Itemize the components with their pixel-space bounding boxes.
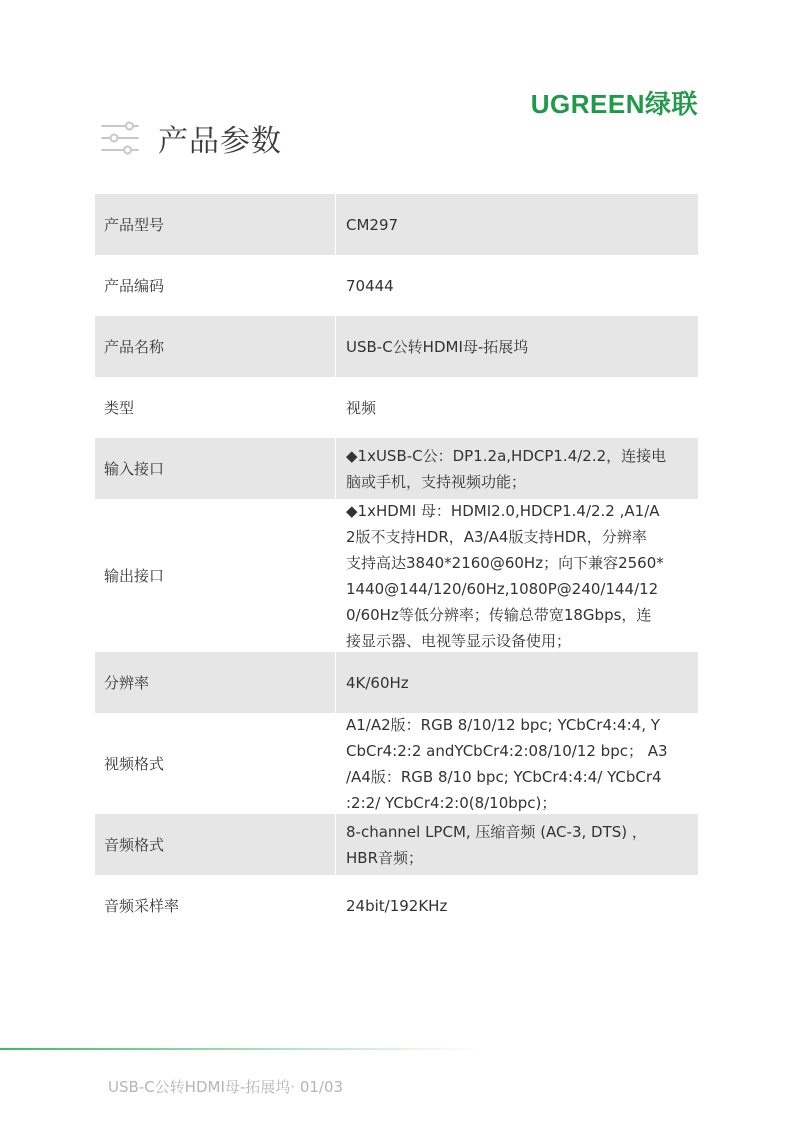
spec-label: 视频格式 — [104, 754, 165, 773]
spec-row — [95, 814, 698, 875]
spec-value: ◆1xHDMI 母：HDMI2.0,HDCP1.4/2.2 ,A1/A 2版不支持HDR，A3/A4版支持HDR，分辨率 支持高达3840*2160@60Hz；向下兼容2560* 1440@144/120/60Hz,1080P@240/144/12 0/60Hz等低分辨率；传输总带宽18Gbps，连 接显示器、电视等显示设备使用； — [346, 501, 664, 650]
spec-label: 产品编码 — [104, 276, 165, 295]
spec-value: CM297 — [336, 194, 698, 255]
spec-value: ◆1xUSB-C公：DP1.2a,HDCP1.4/2.2，连接电 脑或手机，支持视频功能； — [336, 438, 698, 499]
spec-value: 4K/60Hz — [336, 652, 698, 713]
spec-value: 视频 — [346, 398, 377, 417]
spec-value: A1/A2版：RGB 8/10/12 bpc; YCbCr4:4:4, Y CbCr4:2:2 andYCbCr4:2:08/10/12 bpc； A3 /A4版：RGB 8/10 bpc; YCbCr4:4:4/ YCbCr4 :2:2/ YCbCr4:2:0(8/10bpc)； — [346, 715, 668, 812]
spec-row — [95, 255, 698, 316]
footer-divider — [0, 1048, 480, 1050]
spec-label: 分辨率 — [95, 652, 335, 713]
section-header — [100, 118, 282, 158]
spec-label: 音频采样率 — [104, 896, 180, 915]
spec-row — [95, 713, 698, 814]
brand-logo: UGREEN绿联 — [530, 89, 698, 119]
section-title: 产品参数 — [158, 124, 282, 159]
spec-row — [95, 499, 698, 652]
spec-label: 产品型号 — [95, 194, 335, 255]
spec-label: 类型 — [104, 398, 135, 417]
spec-row — [95, 652, 698, 713]
spec-row — [95, 438, 698, 499]
spec-label: 产品名称 — [95, 316, 335, 377]
footer-page-label: USB-C公转HDMI母-拓展坞· 01/03 — [108, 1078, 344, 1096]
spec-value: USB-C公转HDMI母-拓展坞 — [336, 316, 698, 377]
sliders-icon — [100, 118, 140, 158]
spec-table — [95, 194, 698, 936]
spec-row — [95, 875, 698, 936]
spec-label: 输出接口 — [104, 566, 165, 585]
spec-row — [95, 316, 698, 377]
spec-label: 音频格式 — [95, 814, 335, 875]
spec-row — [95, 194, 698, 255]
spec-value: 8-channel LPCM, 压缩音频 (AC-3, DTS) ， HBR音频； — [336, 814, 698, 875]
spec-value: 70444 — [346, 276, 394, 295]
spec-value: 24bit/192KHz — [346, 896, 448, 915]
spec-label: 输入接口 — [95, 438, 335, 499]
spec-row — [95, 377, 698, 438]
